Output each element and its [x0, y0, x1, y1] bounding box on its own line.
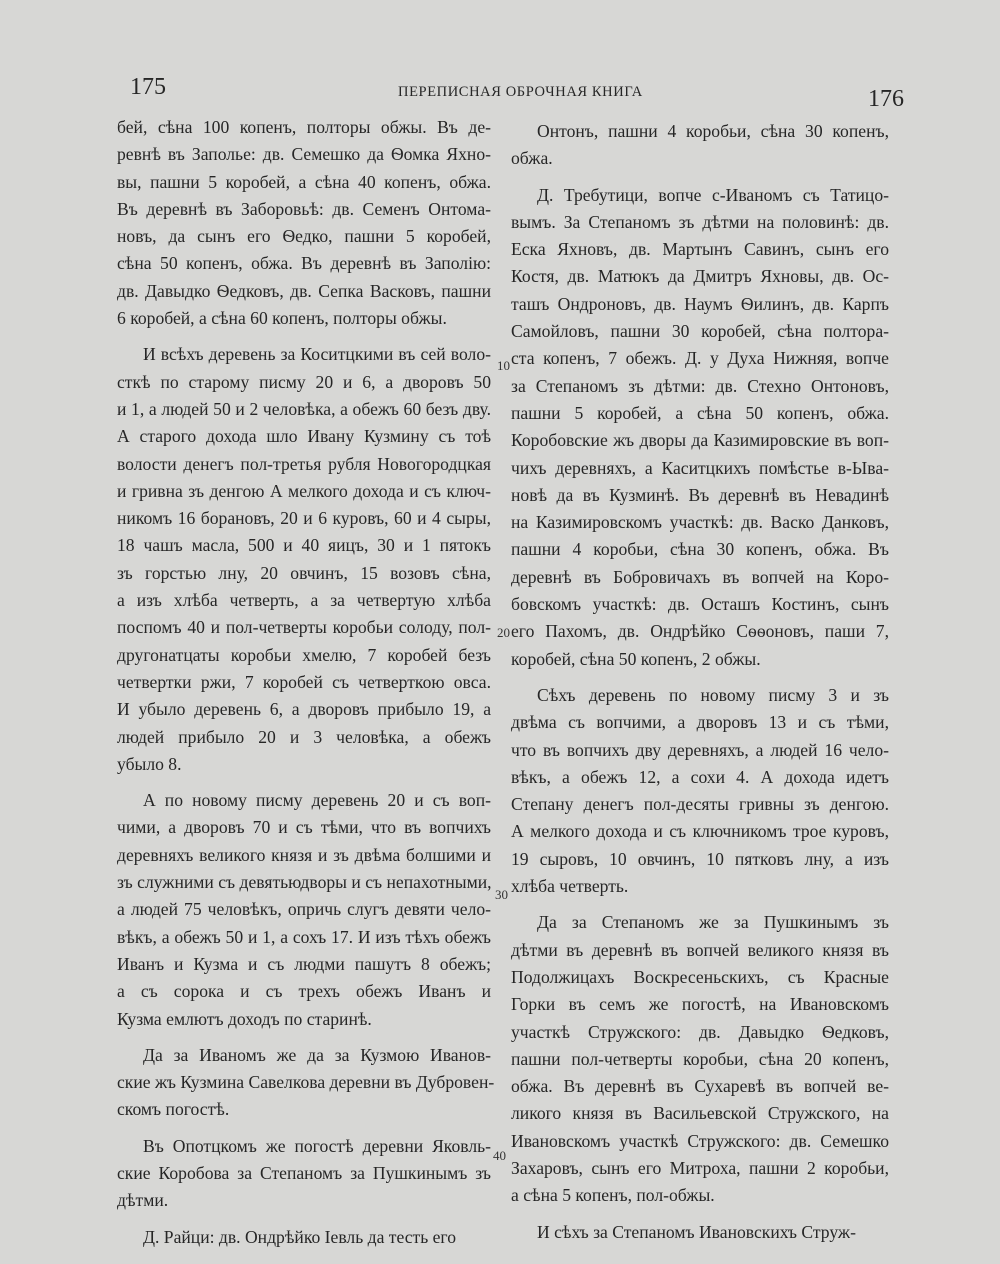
line-number-10: 10: [497, 358, 510, 373]
text-line: И сѣхъ за Степаномъ Ивановскихъ Струж-: [537, 1221, 856, 1242]
text-line: А мелкого дохода и съ ключникомъ трое куровъ,: [511, 821, 889, 842]
text-line: Въ Опотцкомъ же погостѣ деревни Яковль-: [143, 1135, 491, 1156]
text-line: Д. Райци: дв. Ондрѣйко Іевль да тесть его: [143, 1226, 457, 1247]
text-line: вѣкъ, а обежъ 50 и 1, а сохъ 17. И изъ тѣхъ обежъ: [117, 926, 491, 947]
text-line: Самойловъ, пашни 30 коробей, сѣна полтора-: [511, 321, 889, 342]
text-line: Еска Яхновъ, дв. Мартынъ Савинъ, сынъ его: [511, 239, 889, 260]
text-line: а съ сорока и съ трехъ обежъ Иванъ и: [117, 981, 491, 1002]
text-line: людей прибыло 20 и 3 человѣка, а обежъ: [117, 726, 491, 747]
text-line: никомъ 16 борановъ, 20 и 6 куровъ, 60 и 4 сыры,: [117, 508, 491, 529]
text-line: деревнѣ въ Бобровичахъ въ вопчей на Коро-: [511, 566, 889, 587]
text-line: Подолжицахъ Воскресеньскихъ, съ Красные: [511, 966, 889, 987]
paragraph: [117, 787, 491, 1033]
text-line: Да за Иваномъ же да за Кузмою Иванов-: [143, 1044, 491, 1065]
text-line: 18 чашъ масла, 500 и 40 яицъ, 30 и 1 пятокъ: [117, 535, 491, 556]
text-line: бей, сѣна 100 копенъ, полторы обжы. Въ де-: [117, 117, 491, 137]
text-line: А старого дохода шло Ивану Кузмину съ тоѣ: [117, 426, 491, 447]
text-line: зъ горстью лну, 20 овчинъ, 15 возовъ сѣна,: [117, 562, 491, 583]
text-line: Захаровъ, сынъ его Митроха, пашни 2 коробьи,: [511, 1157, 889, 1178]
paragraph: [511, 682, 889, 900]
text-line: Коробовские жъ дворы да Казимировские въ воп-: [511, 430, 889, 451]
text-line: ские Коробова за Степаномъ за Пушкинымъ зъ: [117, 1162, 491, 1183]
paragraph: [117, 114, 491, 332]
text-line: Сѣхъ деревень по новому писму 3 и зъ: [537, 684, 889, 705]
text-line: Да за Степаномъ же за Пушкинымъ зъ: [537, 912, 889, 933]
text-line: 6 коробей, а сѣна 60 копенъ, полторы обжы.: [117, 308, 447, 329]
text-line: ревнѣ въ Заполье: дв. Семешко да Ѳомка Яхно-: [117, 144, 491, 165]
text-line: участкѣ Стружского: дв. Давыдко Ѳедковъ,: [511, 1021, 889, 1042]
text-line: зъ служними съ девятьюдворы и съ непахотными,: [117, 872, 492, 893]
text-line: а людей 75 человѣкъ, опричь слугъ девяти чело-: [117, 899, 491, 920]
text-line: коробей, сѣна 50 копенъ, 2 обжы.: [511, 648, 761, 669]
paragraph-gap: [117, 1033, 491, 1042]
paragraph: [511, 909, 889, 1209]
text-line: ские жъ Кузмина Савелкова деревни въ Дубровен-: [117, 1072, 495, 1093]
text-line: ташъ Ондроновъ, дв. Наумъ Ѳилинъ, дв. Карпъ: [511, 293, 889, 314]
text-line: новъ, да сынъ его Ѳедко, пашни 5 коробей,: [117, 226, 491, 247]
paragraph: [511, 182, 889, 673]
text-line: деревняхъ великого князя и зъ двѣма болшими и: [117, 844, 491, 865]
text-line: за Степаномъ зъ дѣтми: дв. Стехно Онтоновъ,: [511, 375, 889, 396]
paragraph: [511, 1219, 889, 1246]
text-line: сткѣ по старому писму 20 и 6, а дворовъ 50: [117, 371, 491, 392]
text-line: чими, а дворовъ 70 и съ тѣми, что въ вопчихъ: [117, 817, 491, 838]
text-line: волости денегъ пол-третья рубля Новогородцкая: [117, 453, 491, 474]
line-number-40: 40: [493, 1148, 506, 1163]
text-line: ликого князя въ Васильевской Стружского, на: [511, 1103, 889, 1124]
text-line: Горки въ семъ же погостѣ, на Ивановскомъ: [511, 994, 889, 1015]
text-line: поспомъ 40 и пол-четверты коробьи солоду, пол-: [117, 617, 491, 638]
running-head: ПЕРЕПИСНАЯ ОБРОЧНАЯ КНИГА: [398, 84, 643, 100]
paragraph: [117, 341, 491, 778]
text-line: а сѣна 5 копенъ, пол-обжы.: [511, 1185, 715, 1206]
text-line: сѣна 50 копенъ, обжа. Въ деревнѣ въ Заполію:: [117, 253, 491, 274]
text-line: другонатцаты коробьи хмелю, 7 коробей безъ: [117, 644, 491, 665]
text-line: Д. Требутици, вопче с-Иваномъ съ Татицо-: [537, 184, 889, 205]
text-line: бовскомъ участкѣ: дв. Осташъ Костинъ, сынъ: [511, 594, 889, 615]
text-line: Костя, дв. Матюкъ да Дмитръ Яхновы, дв. Ос-: [511, 266, 889, 287]
text-line: скомъ погостѣ.: [117, 1099, 230, 1120]
paragraph: [511, 118, 889, 173]
text-line: ста копенъ, 7 обежъ. Д. у Духа Нижняя, вопче: [511, 348, 889, 369]
paragraph-gap: [117, 1124, 491, 1133]
line-number-20: 20: [497, 625, 510, 640]
paragraph: [117, 1133, 491, 1215]
paragraph-gap: [511, 673, 889, 682]
text-line: чихъ деревняхъ, а Каситцкихъ помѣстье в-Ыва-: [511, 457, 889, 478]
paragraph-gap: [117, 778, 491, 787]
text-line: и гривна зъ денгою А мелкого дохода и съ ключ-: [117, 480, 491, 501]
line-number-30: 30: [495, 887, 508, 902]
text-line: Онтонъ, пашни 4 коробьи, сѣна 30 копенъ,: [537, 121, 889, 141]
text-line: что въ вопчихъ дву деревняхъ, а людей 16 чело-: [511, 739, 889, 760]
text-line: обжа. Въ деревнѣ въ Сухаревѣ въ вопчей ве-: [511, 1076, 889, 1097]
text-line: пашни 4 коробьи, сѣна 30 копенъ, обжа. Въ: [511, 539, 889, 560]
text-line: дѣтми.: [117, 1190, 169, 1211]
text-line: вы, пашни 5 коробей, а сѣна 40 копенъ, обжа.: [117, 171, 491, 192]
text-line: Кузма емлютъ доходъ по старинѣ.: [117, 1008, 372, 1029]
paragraph: [117, 1224, 491, 1251]
text-line: хлѣба четверть.: [511, 876, 629, 897]
text-line: дв. Давыдко Ѳедковъ, дв. Сепка Васковъ, пашни: [117, 280, 491, 301]
paragraph-gap: [511, 900, 889, 909]
text-line: И всѣхъ деревень за Коситцкими въ сей воло-: [143, 344, 491, 365]
text-line: дѣтми въ деревнѣ въ вопчей великого князя въ: [511, 939, 889, 960]
left-page-number: 175: [130, 74, 166, 100]
text-line: пашни пол-четверты коробьи, сѣна 20 копенъ,: [511, 1048, 889, 1069]
text-line: Ивановскомъ участкѣ Стружского: дв. Семешко: [511, 1130, 889, 1151]
paragraph-gap: [117, 332, 491, 341]
text-line: вѣкъ, а обежъ 12, а сохи 4. А дохода идетъ: [511, 766, 889, 787]
text-line: И убыло деревень 6, а дворовъ прибыло 19, а: [117, 699, 491, 720]
text-line: двѣма съ вопчими, а дворовъ 13 и съ тѣми,: [511, 712, 889, 733]
paragraph: [117, 1042, 495, 1124]
text-line: его Пахомъ, дв. Ондрѣйко Сѳѳоновъ, паши 7,: [511, 621, 889, 642]
text-line: А по новому писму деревень 20 и съ воп-: [143, 790, 491, 811]
paragraph-gap: [511, 1210, 889, 1219]
right-page-number: 176: [868, 86, 904, 112]
text-line: пашни 5 коробей, а сѣна 50 копенъ, обжа.: [511, 402, 889, 423]
text-line: на Казимировскомъ участкѣ: дв. Васко Данковъ,: [511, 512, 889, 533]
text-line: Иванъ и Кузма и съ людми пашутъ 8 обежъ;: [117, 953, 491, 974]
paragraph-gap: [511, 173, 889, 182]
text-line: четвертки ржи, 7 коробей съ четверткою овса.: [117, 671, 491, 692]
paragraph-gap: [117, 1215, 491, 1224]
right-text-column: [511, 118, 889, 1246]
text-line: Степану денегъ пол-десяты гривны зъ денгою.: [511, 794, 889, 815]
text-line: новѣ да въ Кузминѣ. Въ деревнѣ въ Невадинѣ: [511, 484, 889, 505]
text-line: и 1, а людей 50 и 2 человѣка, а обежъ 60 безъ дву.: [117, 398, 491, 419]
text-line: 19 сыровъ, 10 овчинъ, 10 пятковъ лну, а изъ: [511, 848, 889, 869]
text-line: убыло 8.: [117, 753, 182, 774]
text-line: вымъ. За Степаномъ зъ дѣтми на половинѣ: дв.: [511, 211, 889, 232]
text-line: а изъ хлѣба четверть, а за четвертую хлѣба: [117, 590, 491, 611]
left-text-column: [117, 114, 495, 1251]
text-line: Въ деревнѣ въ Заборовьѣ: дв. Семенъ Онтома-: [117, 198, 491, 219]
text-line: обжа.: [511, 148, 553, 169]
